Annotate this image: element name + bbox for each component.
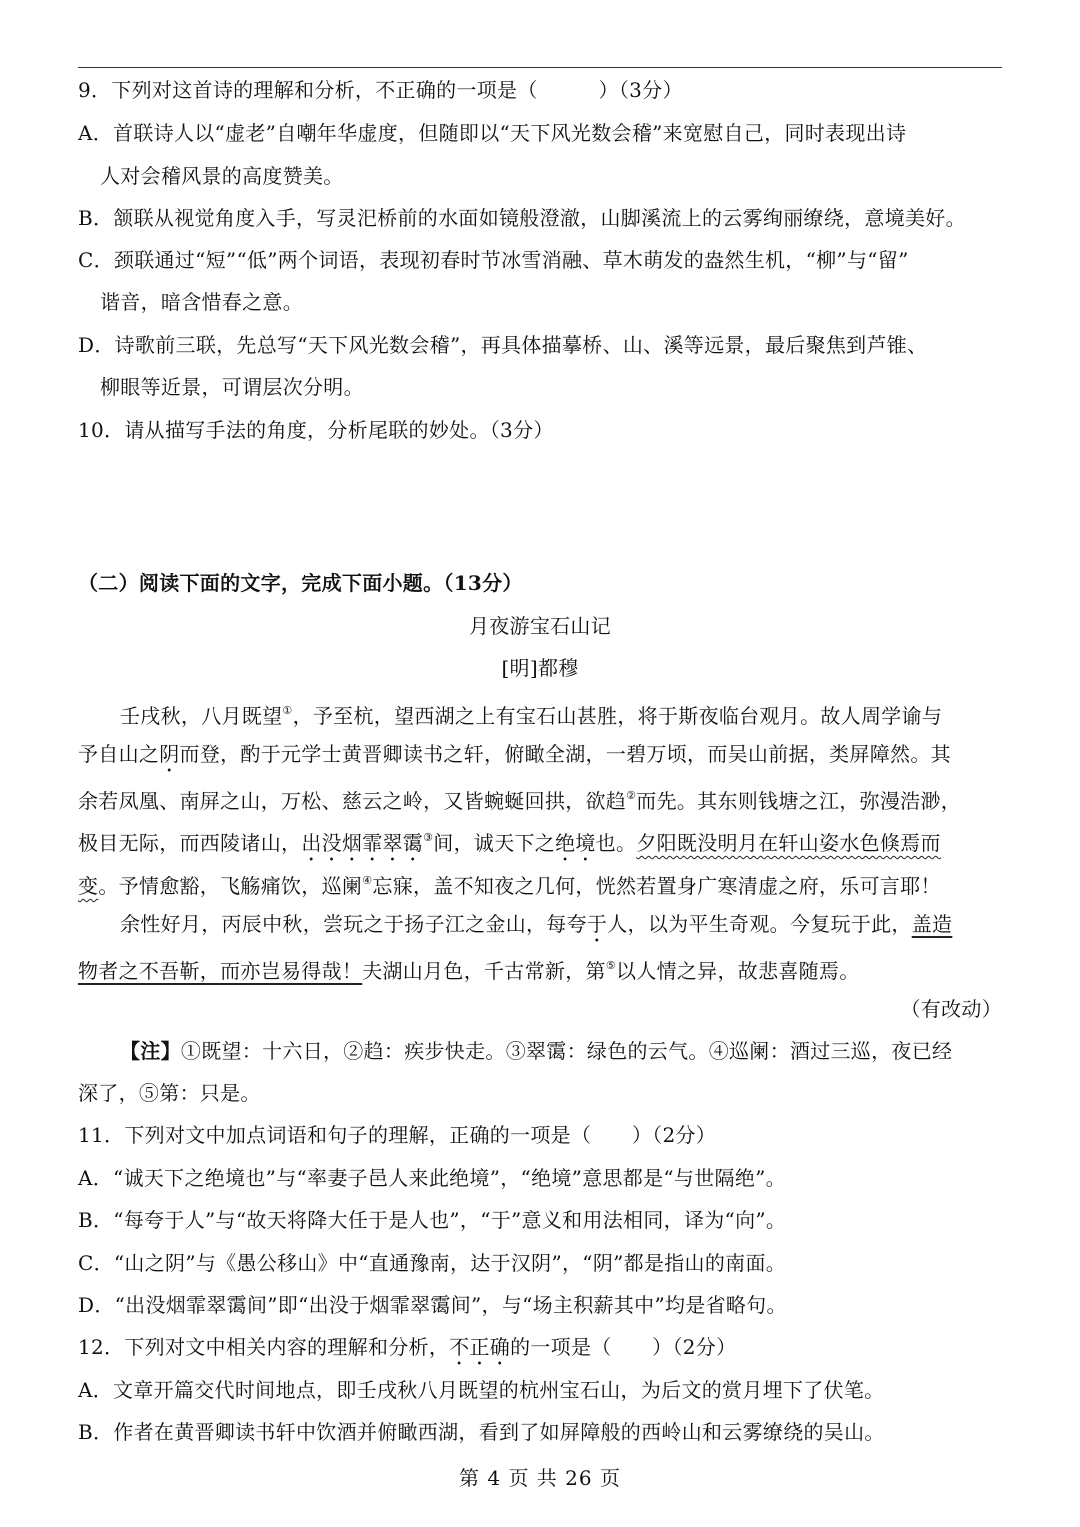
passage-line-5	[78, 867, 941, 900]
q12-stem-text: 的一项是（ ）（2分）	[510, 1335, 737, 1359]
q9-stem: 9．下列对这首诗的理解和分析，不正确的一项是（ ）（3分）	[78, 78, 683, 102]
q9-option-a: A．首联诗人以“虚老”自嘲年华虚度，但随即以“天下风光数会稽”来宽慰自己，同时表现出诗	[78, 121, 907, 145]
passage-text: 也。	[595, 831, 637, 855]
passage-text: 。予情愈豁，飞觞痛饮，巡阑	[98, 874, 363, 898]
q9-option-a-cont: 人对会稽风景的高度赞美。	[100, 164, 344, 188]
q11-stem: 11．下列对文中加点词语和句子的理解，正确的一项是（ ）（2分）	[78, 1123, 717, 1147]
page-footer: 第 4 页 共 26 页	[459, 1466, 621, 1490]
q12-stem-text: 12．下列对文中相关内容的理解和分析，	[78, 1335, 450, 1359]
dotted-word: 阴	[159, 742, 180, 766]
wavy-underlined-sentence: 变	[78, 874, 99, 898]
passage-title: 月夜游宝石山记	[468, 614, 612, 638]
passage-line-4	[78, 824, 941, 866]
passage-text: 忘寐，盖不知夜之几何，恍然若置身广寒清虚之府，乐可言耶！	[372, 874, 941, 898]
dotted-emphasis: 不正确	[449, 1335, 511, 1359]
passage-text: 壬戌秋，八月既望	[120, 704, 283, 728]
wavy-underlined-sentence: 夕阳既没明月在轩山姿水色倏焉而	[636, 831, 941, 855]
q11-option-d: D．“出没烟霏翠霭间”即“出没于烟霏翠霭间”，与“场主积薪其中”均是省略句。	[78, 1293, 787, 1317]
q9-option-c: C．颈联通过“短”“低”两个词语，表现初春时节冰雪消融、草木萌发的盎然生机，“柳”与“留”	[78, 248, 909, 272]
passage-line-3	[78, 782, 961, 815]
passage-text: 以人情之异，故悲喜随焉。	[615, 959, 860, 983]
notes-line-1	[120, 1037, 952, 1065]
passage-line-2	[78, 740, 951, 777]
passage-text: 人，以为平生奇观。今复玩于此，	[607, 912, 912, 936]
section-heading: （二）阅读下面的文字，完成下面小题。（13分）	[78, 571, 523, 595]
q9-option-b: B．颔联从视觉角度入手，写灵汜桥前的水面如镜般澄澈，山脚溪流上的云雾绚丽缭绕，意境美好。	[78, 206, 966, 230]
passage-text: ，予至杭，望西湖之上有宝石山甚胜，将于斯夜临台观月。故人周学谕与	[292, 704, 943, 728]
passage-text: 余性好月，丙辰中秋，尝玩之于扬子江之金山，每夸	[120, 912, 587, 936]
dotted-word: 于	[586, 912, 608, 936]
passage-source: （有改动）	[900, 997, 1002, 1021]
footnote-marker: ②	[626, 789, 637, 802]
notes-line-2: 深了，⑤第：只是。	[78, 1081, 261, 1105]
passage-text: 极目无际，而西陵诸山，	[78, 831, 302, 855]
q12-option-b: B．作者在黄晋卿读书轩中饮酒并俯瞰西湖，看到了如屏障般的西岭山和云雾缭绕的吴山。	[78, 1420, 885, 1444]
passage-line-7	[78, 952, 860, 985]
top-rule	[78, 67, 1002, 68]
passage-text: 而登，酌于元学士黄晋卿读书之轩，俯瞰全湖，一碧万顷，而吴山前据，类屏障然。其	[179, 742, 951, 766]
footnote-marker: ⑤	[605, 959, 616, 972]
q9-option-c-cont: 谐音，暗含惜春之意。	[100, 290, 303, 314]
footnote-marker: ④	[362, 874, 373, 887]
footnote-marker: ③	[423, 831, 434, 844]
passage-text: 余若凤凰、南屏之山，万松、慈云之岭，又皆蜿蜒回拱，欲趋	[78, 789, 627, 813]
passage-text: 夫湖山月色，千古常新，第	[362, 959, 606, 983]
q9-option-d-cont: 柳眼等近景，可谓层次分明。	[100, 375, 364, 399]
footnote-marker: ①	[282, 704, 293, 717]
notes-text: ①既望：十六日，②趋：疾步快走。③翠霭：绿色的云气。④巡阑：酒过三巡，夜已经	[180, 1039, 953, 1063]
q11-option-c: C．“山之阴”与《愚公移山》中“直通豫南，达于汉阴”，“阴”都是指山的南面。	[78, 1251, 787, 1275]
q12-stem	[78, 1333, 736, 1370]
passage-text: 予自山之	[78, 742, 160, 766]
passage-author: [明]都穆	[501, 656, 579, 680]
passage-line-6	[120, 910, 952, 947]
q11-option-a: A．“诚天下之绝境也”与“率妻子邑人来此绝境”，“绝境”意思都是“与世隔绝”。	[78, 1166, 786, 1190]
dotted-word: 绝境	[555, 831, 596, 855]
q10-stem: 10．请从描写手法的角度，分析尾联的妙处。（3分）	[78, 418, 554, 442]
underlined-sentence: 盖造	[911, 912, 953, 936]
passage-line-1	[120, 697, 942, 730]
q11-option-b: B．“每夸于人”与“故天将降大任于是人也”，“于”意义和用法相同，译为“向”。	[78, 1208, 787, 1232]
q12-option-a: A．文章开篇交代时间地点，即壬戌秋八月既望的杭州宝石山，为后文的赏月埋下了伏笔。	[78, 1378, 885, 1402]
underlined-sentence: 物者之不吾靳，而亦岂易得哉！	[78, 959, 363, 983]
notes-label: 【注】	[120, 1039, 181, 1063]
dotted-phrase: 出没烟霏翠霭	[301, 831, 424, 855]
q9-option-d: D．诗歌前三联，先总写“天下风光数会稽”，再具体描摹桥、山、溪等远景，最后聚焦到芦锥、	[78, 333, 928, 357]
passage-text: 间，诚天下之	[433, 831, 556, 855]
passage-text: 而先。其东则钱塘之江，弥漫浩渺，	[636, 789, 962, 813]
